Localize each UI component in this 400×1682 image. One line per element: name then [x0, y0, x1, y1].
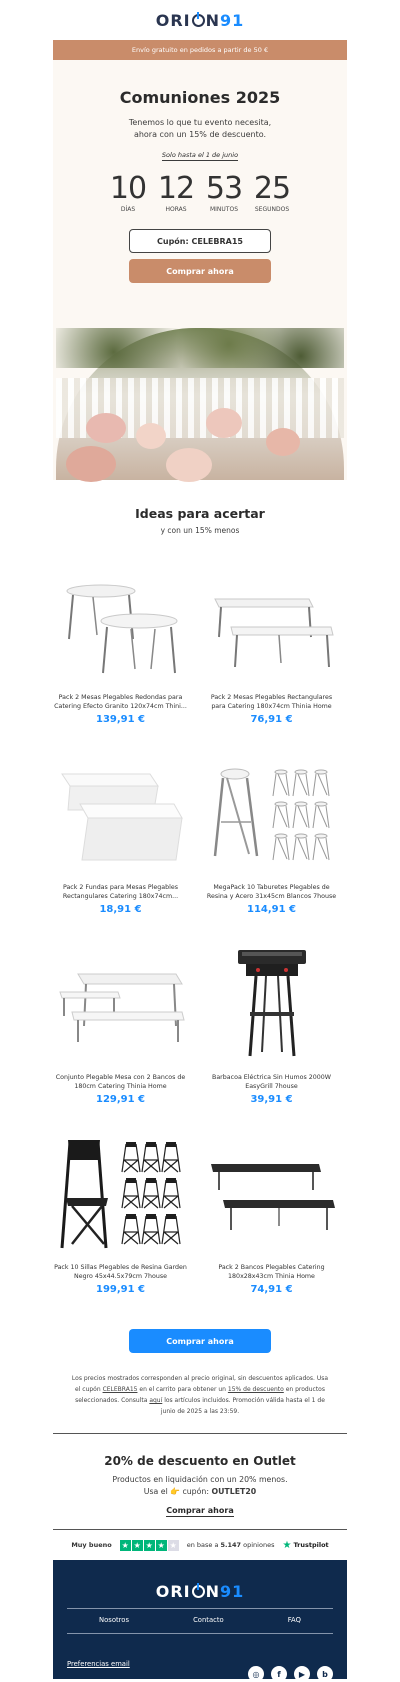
product-name[interactable]: Pack 2 Mesas Plegables Rectangulares para Catering 180x74cm Thinia Home [210, 694, 333, 710]
footer [53, 1560, 347, 1679]
product-card[interactable] [204, 559, 339, 725]
hero-shop-button[interactable] [129, 259, 271, 283]
footer-link-faq[interactable]: FAQ [287, 1616, 301, 1624]
stools-icon[interactable] [204, 749, 339, 879]
trustpilot-brand: Trustpilot [293, 1541, 329, 1549]
social-links [248, 1666, 333, 1682]
product-name[interactable]: Pack 10 Sillas Plegables de Resina Garden Negro 45x44.5x79cm 7house [54, 1264, 187, 1280]
outlet-line2-mid: cupón: [179, 1487, 212, 1496]
ideas-title: Ideas para acertar [135, 506, 265, 521]
coupon-code-box[interactable] [129, 229, 271, 253]
footer-link-nosotros[interactable]: Nosotros [99, 1616, 129, 1624]
table-covers-icon[interactable] [53, 749, 188, 879]
hero-subtitle: Tenemos lo que tu evento necesita, ahora con un 15% de descuento. [128, 118, 272, 139]
promo-disclaimer [69, 1373, 331, 1417]
countdown [53, 173, 347, 213]
discount-link[interactable]: 15% de descuento [227, 1386, 284, 1393]
hero-image-trees [56, 328, 344, 368]
logo-number: 91 [220, 1582, 245, 1601]
shop-now-label: Comprar ahora [166, 1336, 234, 1346]
footer-link-contacto[interactable]: Contacto [193, 1616, 224, 1624]
outlet-line1: Productos en liquidación con un 20% menos. [112, 1475, 288, 1484]
product-price: 39,91 € [250, 1094, 293, 1105]
ideas-subtitle: y con un 15% menos [160, 526, 240, 535]
product-name[interactable]: Barbacoa Eléctrica Sin Humos 2000W EasyGrill 7house [212, 1074, 331, 1090]
footer-divider [67, 1633, 333, 1634]
countdown-label: HORAS [165, 206, 187, 213]
outlet-description [0, 1474, 400, 1498]
banner-text: Envío gratuito en pedidos a partir de 50 € [131, 46, 269, 54]
rect-tables-icon[interactable] [204, 559, 339, 689]
countdown-label: SEGUNDOS [254, 206, 290, 213]
trust-rating-label: Muy bueno [71, 1541, 112, 1549]
trust-review-count: 5.147 [220, 1541, 242, 1549]
countdown-label: MINUTOS [209, 206, 239, 213]
logo-text-end: N [205, 1582, 220, 1601]
footer-logo[interactable] [53, 1582, 347, 1601]
trust-star-icon: ★ [133, 1540, 141, 1550]
coupon-text: Cupón: CELEBRA15 [157, 236, 243, 246]
product-name[interactable]: MegaPack 10 Taburetes Plegables de Resina y Acero 31x45cm Blancos 7house [206, 884, 337, 900]
product-name[interactable]: Pack 2 Mesas Plegables Redondas para Catering Efecto Granito 120x74cm Thini... [54, 694, 187, 710]
shipping-banner [53, 40, 347, 60]
trust-reviews [187, 1541, 275, 1549]
product-price: 114,91 € [246, 904, 297, 915]
trust-star-icon: ★ [157, 1540, 165, 1550]
product-card[interactable] [204, 749, 339, 915]
hero-image-flower [266, 428, 300, 456]
trust-stars [120, 1540, 179, 1551]
product-grid [53, 559, 347, 1329]
logo-number: 91 [220, 10, 245, 30]
product-price: 129,91 € [95, 1094, 146, 1105]
footer-nav [67, 1616, 333, 1624]
trustpilot-bar[interactable] [53, 1530, 347, 1560]
email-preferences-link[interactable]: Preferencias email [67, 1660, 130, 1668]
trust-based-post: opiniones [241, 1541, 275, 1549]
logo-text: ORI [155, 1582, 191, 1601]
countdown-value: 10 [109, 171, 147, 206]
product-card[interactable] [53, 749, 188, 915]
trustpilot-star-icon: ★ [282, 1539, 292, 1551]
hero-until [53, 151, 347, 159]
disclaimer-text: los artículos incluidos. Promoción válida hasta el 1 de junio de 2025 a las 23:59. [160, 1397, 325, 1415]
product-card[interactable] [53, 559, 188, 725]
coupon-link[interactable]: CELEBRA15 [102, 1386, 138, 1393]
black-benches-icon[interactable] [204, 1129, 339, 1259]
brand-logo [156, 1582, 245, 1601]
here-link[interactable]: aquí [149, 1397, 163, 1404]
hero-shop-label: Comprar ahora [166, 266, 234, 276]
product-price: 199,91 € [95, 1284, 146, 1295]
youtube-icon[interactable]: ▶ [294, 1666, 310, 1682]
countdown-seconds [253, 173, 291, 213]
product-card[interactable] [53, 939, 188, 1105]
logo-text-end: N [205, 10, 220, 30]
section-divider [53, 1433, 347, 1434]
product-price: 76,91 € [250, 714, 293, 725]
disclaimer-text: en el carrito para obtener un [137, 1386, 228, 1393]
table-bench-set-icon[interactable] [53, 939, 188, 1069]
trust-based-pre: en base a [186, 1541, 221, 1549]
trustpilot-logo [282, 1540, 328, 1551]
hero-image-flower [66, 446, 116, 482]
outlet-shop-label: Comprar ahora [166, 1506, 234, 1515]
countdown-label: DÍAS [120, 206, 136, 213]
outlet-title: 20% de descuento en Outlet [104, 1454, 296, 1468]
hero-title: Comuniones 2025 [119, 88, 281, 107]
hero-image-flower [166, 448, 212, 482]
hero-image-flower [206, 408, 242, 438]
footer-divider [67, 1608, 333, 1609]
countdown-days [109, 173, 147, 213]
product-price: 18,91 € [99, 904, 142, 915]
header [0, 0, 400, 40]
trust-star-icon: ★ [121, 1540, 129, 1550]
countdown-hours [157, 173, 195, 213]
instagram-icon[interactable]: ◎ [248, 1666, 264, 1682]
shop-now-button[interactable] [129, 1329, 271, 1353]
electric-bbq-icon[interactable] [204, 939, 339, 1069]
product-card[interactable] [204, 939, 339, 1105]
trust-star-icon: ★ [145, 1540, 153, 1550]
blog-icon[interactable]: b [317, 1666, 333, 1682]
hero-until-text: Solo hasta el 1 de junio [161, 151, 239, 159]
round-tables-icon[interactable] [53, 559, 188, 689]
outlet-line2 [0, 1486, 400, 1498]
disclaimer-text: en productos seleccionados. Consulta [75, 1386, 325, 1404]
disclaimer-text: Los precios mostrados corresponden al precio original, sin descuentos aplicados. Usa el cupón [71, 1375, 329, 1393]
product-name[interactable]: Conjunto Plegable Mesa con 2 Bancos de 180cm Catering Thinia Home [55, 1074, 186, 1090]
hero-image-flower [136, 423, 166, 449]
logo-text: ORI [155, 10, 191, 30]
hero-event-image[interactable] [56, 328, 344, 480]
product-card[interactable] [53, 1129, 188, 1295]
countdown-value: 12 [157, 171, 195, 206]
outlet-coupon: OUTLET20 [211, 1487, 257, 1496]
outlet-line2-pre: Usa el [143, 1487, 171, 1496]
trust-star-icon: ★ [169, 1540, 177, 1550]
pointing-hand-icon: 👉 [170, 1487, 180, 1496]
product-price: 139,91 € [95, 714, 146, 725]
product-card[interactable] [204, 1129, 339, 1295]
countdown-value: 25 [253, 171, 291, 206]
outlet-shop-link[interactable] [0, 1506, 400, 1515]
countdown-minutes [205, 173, 243, 213]
logo-power-icon [192, 1585, 205, 1598]
brand-logo[interactable] [156, 11, 245, 30]
facebook-icon[interactable]: f [271, 1666, 287, 1682]
logo-power-icon [192, 14, 205, 27]
product-name[interactable]: Pack 2 Fundas para Mesas Plegables Rectangulares Catering 180x74cm... [62, 884, 179, 900]
countdown-value: 53 [205, 171, 243, 206]
product-name[interactable]: Pack 2 Bancos Plegables Catering 180x28x43cm Thinia Home [218, 1264, 325, 1280]
hero-image-flower [86, 413, 126, 443]
hero-section [53, 60, 347, 480]
black-chairs-icon[interactable] [53, 1129, 188, 1259]
product-price: 74,91 € [250, 1284, 293, 1295]
